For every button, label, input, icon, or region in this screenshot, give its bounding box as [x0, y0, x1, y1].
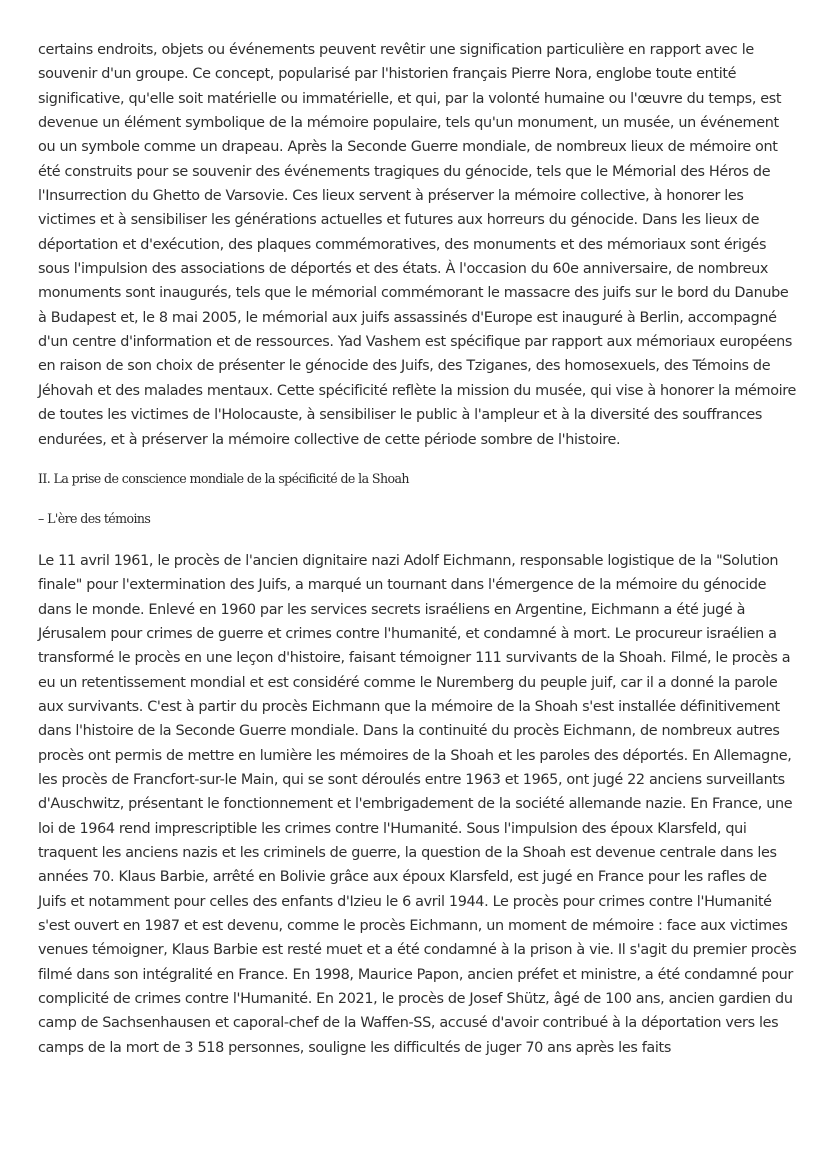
body-paragraph-ere-des-temoins: Le 11 avril 1961, le procès de l'ancien dignitaire nazi Adolf Eichmann, responsable logistique de la "Solution finale" pour l'extermination des Juifs, a marqué un tournant dans l'émergence de la mémoire du génocide dans le monde. Enlevé en 1960 par les services secrets israéliens en Argentine, Eichmann a été jugé à Jérusalem pour crimes de guerre et crimes contre l'humanité, et condamné à mort. Le procureur israélien a transformé le procès en une leçon d'histoire, faisant témoigner 111 survivants de la Shoah. Filmé, le procès a eu un retentissement mondial et est considéré comme le Nuremberg du peuple juif, car il a donné la parole aux survivants. C'est à partir du procès Eichmann que la mémoire de la Shoah s'est installée définitivement dans l'histoire de la Seconde Guerre mondiale. Dans la continuité du procès Eichmann, de nombreux autres procès ont permis de mettre en lumière les mémoires de la Shoah et les paroles des déportés. En Allemagne, les procès de Francfort-sur-le Main, qui se sont déroulés entre 1963 et 1965, ont jugé 22 anciens surveillants d'Auschwitz, présentant le fonctionnement et l'embrigadement de la société allemande nazie. En France, une loi de 1964 rend imprescriptible les crimes contre l'Humanité. Sous l'impulsion des époux Klarsfeld, qui traquent les anciens nazis et les criminels de guerre, la question de la Shoah est devenue centrale dans les années 70. Klaus Barbie, arrêté en Bolivie grâce aux époux Klarsfeld, est jugé en France pour les rafles de Juifs et notamment pour celles des enfants d'Izieu le 6 avril 1944. Le procès pour crimes contre l'Humanité s'est ouvert en 1987 et est devenu, comme le procès Eichmann, un moment de mémoire : face aux victimes venues témoigner, Klaus Barbie est resté muet et a été condamné à la prison à vie. Il s'agit du premier procès filmé dans son intégralité en France. En 1998, Maurice Papon, ancien préfet et ministre, a été condamné pour complicité de crimes contre l'Humanité. En 2021, le procès de Josef Shütz, âgé de 100 ans, ancien gardien du camp de Sachsenhausen et caporal-chef de la Waffen-SS, accusé d'avoir contribué à la déportation vers les camps de la mort de 3 518 personnes, souligne les difficultés de juger 70 ans après les faits — [38, 552, 797, 1056]
body-paragraph-lieux-de-memoire: certains endroits, objets ou événements peuvent revêtir une signification particulière en rapport avec le souvenir d'un groupe. Ce concept, popularisé par l'historien français Pierre Nora, englobe toute entité significative, qu'elle soit matérielle ou immatérielle, et qui, par la volonté humaine ou l'œuvre du temps, est devenue un élément symbolique de la mémoire populaire, tels qu'un monument, un musée, un événement ou un symbole comme un drapeau. Après la Seconde Guerre mondiale, de nombreux lieux de mémoire ont été construits pour se souvenir des événements tragiques du génocide, tels que le Mémorial des Héros de l'Insurrection du Ghetto de Varsovie. Ces lieux servent à préserver la mémoire collective, à honorer les victimes et à sensibiliser les générations actuelles et futures aux horreurs du génocide. Dans les lieux de déportation et d'exécution, des plaques commémoratives, des monuments et des mémoriaux sont érigés sous l'impulsion des associations de déportés et des états. À l'occasion du 60e anniversaire, de nombreux monuments sont inaugurés, tels que le mémorial commémorant le massacre des juifs sur le bord du Danube à Budapest et, le 8 mai 2005, le mémorial aux juifs assassinés d'Europe est inauguré à Berlin, accompagné d'un centre d'information et de ressources. Yad Vashem est spécifique par rapport aux mémoriaux européens en raison de son choix de présenter le génocide des Juifs, des Tziganes, des homosexuels, des Témoins de Jéhovah et des malades mentaux. Cette spécificité reflète la mission du musée, qui vise à honorer la mémoire de toutes les victimes de l'Holocauste, à sensibiliser le public à l'ampleur et à la diversité des souffrances endurées, et à préserver la mémoire collective de cette période sombre de l'histoire. — [38, 42, 797, 448]
section-heading: II. La prise de conscience mondiale de la spécificité de la Shoah — [38, 470, 409, 486]
subsection-heading: – L'ère des témoins — [38, 510, 151, 526]
document-page — [38, 38, 798, 1060]
